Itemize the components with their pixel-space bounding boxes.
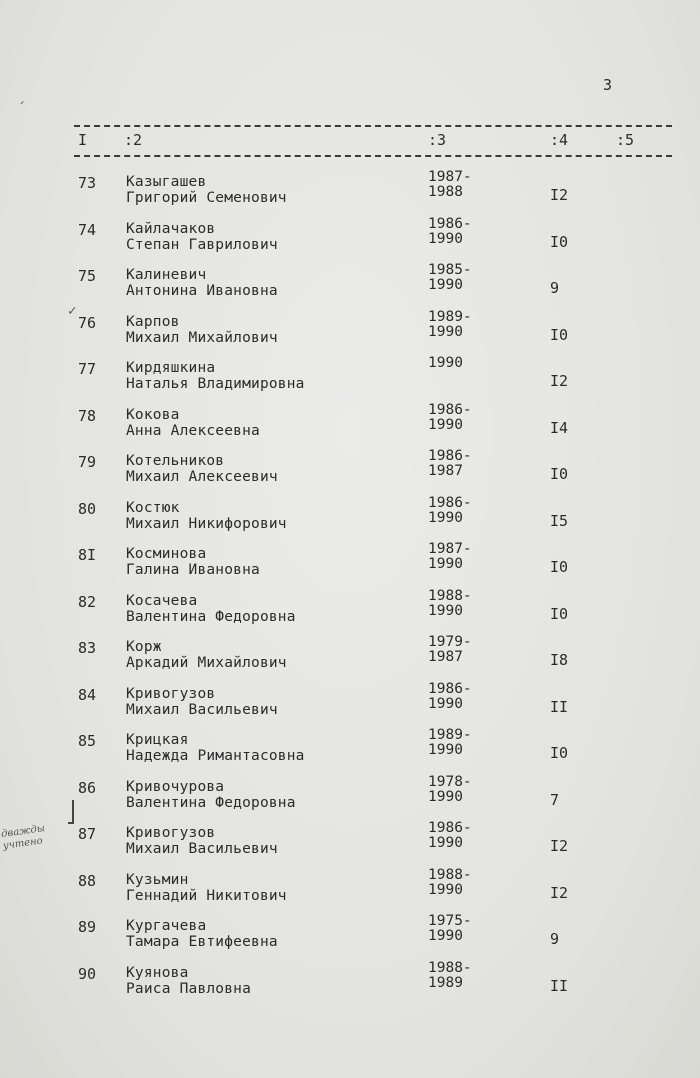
quantity: I0 <box>550 604 569 623</box>
given-names: Галина Ивановна <box>126 562 260 578</box>
row-number: 90 <box>78 964 97 983</box>
column-header-4: :4 <box>550 131 569 149</box>
year-end: 1990 <box>428 602 463 619</box>
page-number: 3 <box>603 76 613 94</box>
year-end: 1990 <box>428 788 463 805</box>
row-number: 74 <box>78 220 97 239</box>
given-names: Степан Гаврилович <box>126 236 278 253</box>
quantity: I2 <box>550 372 569 390</box>
quantity: 9 <box>550 930 560 948</box>
given-names: Анна Алексеевна <box>126 422 260 439</box>
column-header-1: I <box>78 131 88 149</box>
year-start: 1987- <box>428 169 472 185</box>
years-range <box>428 356 463 371</box>
years-range <box>428 914 472 944</box>
year-start: 1979- <box>428 634 472 650</box>
years-range <box>428 263 472 293</box>
person-name <box>126 174 287 206</box>
given-names: Михаил Никифорович <box>126 515 287 532</box>
year-start: 1990 <box>428 355 463 371</box>
surname: Кривочурова <box>126 778 225 795</box>
quantity: 7 <box>550 790 560 809</box>
year-end: 1990 <box>428 230 463 247</box>
year-start: 1986- <box>428 494 472 511</box>
row-number: 79 <box>78 453 97 471</box>
table-row <box>0 635 700 681</box>
table-row <box>0 542 700 588</box>
column-header-2: :2 <box>124 131 143 149</box>
year-start: 1988- <box>428 959 472 976</box>
table-row <box>0 821 700 867</box>
check-mark-icon: ✓ <box>68 303 77 319</box>
year-end: 1990 <box>428 881 463 898</box>
given-names: Надежда Римантасовна <box>126 748 305 764</box>
years-range <box>428 589 472 619</box>
surname: Кайлачаков <box>126 220 216 237</box>
person-name <box>126 732 305 764</box>
table-row <box>0 868 700 914</box>
surname: Костюк <box>126 499 180 516</box>
row-number: 76 <box>78 313 97 332</box>
quantity: I2 <box>550 883 569 902</box>
years-range <box>428 682 472 712</box>
pencil-mark-icon: ˏ <box>18 88 27 104</box>
row-number: 87 <box>78 825 97 843</box>
year-start: 1989- <box>428 727 472 743</box>
margin-note-line-2: учтено <box>2 835 44 852</box>
quantity: I0 <box>550 325 569 344</box>
table-row <box>0 310 700 356</box>
year-end: 1990 <box>428 323 463 340</box>
given-names: Михаил Васильевич <box>126 841 278 857</box>
surname: Крицкая <box>126 732 189 748</box>
person-name <box>126 500 287 532</box>
years-range <box>428 728 472 758</box>
row-number: 80 <box>78 499 97 518</box>
surname: Кирдяшкина <box>126 360 216 376</box>
year-end: 1987 <box>428 649 463 665</box>
quantity: I2 <box>550 186 569 204</box>
person-name <box>126 593 296 625</box>
row-number: 78 <box>78 406 97 425</box>
quantity: II <box>550 697 569 716</box>
row-number: 84 <box>78 685 97 704</box>
row-number: 89 <box>78 918 97 936</box>
column-header-5: :5 <box>616 131 635 149</box>
year-start: 1986- <box>428 448 472 464</box>
margin-note-line-1: дважды <box>0 823 46 841</box>
given-names: Антонина Ивановна <box>126 283 278 299</box>
quantity: I8 <box>550 651 569 669</box>
year-start: 1985- <box>428 262 472 278</box>
table-row <box>0 449 700 495</box>
person-name <box>126 453 278 485</box>
table-row <box>0 217 700 263</box>
column-header-3: :3 <box>428 131 447 149</box>
quantity: 9 <box>550 279 560 297</box>
quantity: II <box>550 976 569 995</box>
person-name <box>126 314 278 346</box>
given-names: Наталья Владимировна <box>126 376 305 392</box>
year-start: 1988- <box>428 866 472 883</box>
person-name <box>126 639 287 671</box>
year-end: 1990 <box>428 416 463 433</box>
table-row <box>0 728 700 774</box>
year-end: 1988 <box>428 184 463 200</box>
year-end: 1990 <box>428 509 463 526</box>
table-row <box>0 589 700 635</box>
surname: Корж <box>126 639 162 655</box>
year-end: 1990 <box>428 928 463 944</box>
year-end: 1990 <box>428 835 463 851</box>
table-row <box>0 263 700 309</box>
table-row <box>0 961 700 1007</box>
given-names: Михаил Михайлович <box>126 329 278 346</box>
row-number: 77 <box>78 360 97 378</box>
surname: Калиневич <box>126 267 207 283</box>
person-name <box>126 779 296 811</box>
years-range <box>428 496 472 526</box>
person-name <box>126 221 278 253</box>
year-end: 1990 <box>428 556 463 572</box>
row-number: 82 <box>78 592 97 611</box>
given-names: Валентина Федоровна <box>126 608 296 625</box>
year-start: 1988- <box>428 587 472 604</box>
surname: Кривогузов <box>126 685 216 702</box>
table-row <box>0 496 700 542</box>
table-row <box>0 170 700 216</box>
person-name <box>126 872 287 904</box>
given-names: Григорий Семенович <box>126 190 287 206</box>
years-range <box>428 821 472 851</box>
person-name <box>126 825 278 857</box>
surname: Куянова <box>126 964 189 981</box>
given-names: Валентина Федоровна <box>126 794 296 811</box>
person-name <box>126 546 260 578</box>
person-name <box>126 686 278 718</box>
person-name <box>126 360 305 392</box>
year-start: 1975- <box>428 913 472 929</box>
years-range <box>428 868 472 898</box>
person-name <box>126 267 278 299</box>
year-end: 1990 <box>428 695 463 712</box>
years-range <box>428 449 472 479</box>
year-end: 1990 <box>428 742 463 758</box>
surname: Кузьмин <box>126 871 189 888</box>
year-start: 1989- <box>428 308 472 325</box>
header-rule-top <box>74 125 672 127</box>
years-range <box>428 635 472 665</box>
person-name <box>126 407 260 439</box>
year-end: 1990 <box>428 277 463 293</box>
table-row <box>0 682 700 728</box>
table-row <box>0 356 700 402</box>
year-start: 1978- <box>428 773 472 790</box>
years-range <box>428 170 472 200</box>
quantity: I0 <box>550 744 569 762</box>
year-start: 1987- <box>428 541 472 557</box>
person-name <box>126 965 251 997</box>
table-row <box>0 914 700 960</box>
years-range <box>428 775 472 805</box>
quantity: I0 <box>550 465 569 483</box>
surname: Кургачева <box>126 918 207 934</box>
years-range <box>428 217 472 247</box>
table-row <box>0 775 700 821</box>
year-end: 1989 <box>428 974 463 991</box>
row-number: 85 <box>78 732 97 750</box>
person-name <box>126 918 278 950</box>
header-rule-bottom <box>74 155 672 157</box>
row-number: 86 <box>78 778 97 797</box>
row-number: 8I <box>78 546 97 564</box>
given-names: Михаил Васильевич <box>126 701 278 718</box>
surname: Кокова <box>126 406 180 423</box>
quantity: I2 <box>550 837 569 855</box>
surname: Косачева <box>126 592 198 609</box>
margin-bracket <box>68 800 74 824</box>
surname: Карпов <box>126 313 180 330</box>
year-end: 1987 <box>428 463 463 479</box>
quantity: I0 <box>550 232 569 251</box>
given-names: Аркадий Михайлович <box>126 655 287 671</box>
given-names: Тамара Евтифеевна <box>126 934 278 950</box>
year-start: 1986- <box>428 401 472 418</box>
year-start: 1986- <box>428 680 472 697</box>
quantity: I4 <box>550 418 569 437</box>
years-range <box>428 403 472 433</box>
given-names: Михаил Алексеевич <box>126 469 278 485</box>
given-names: Геннадий Никитович <box>126 887 287 904</box>
row-number: 83 <box>78 639 97 657</box>
row-number: 75 <box>78 267 97 285</box>
surname: Кривогузов <box>126 825 216 841</box>
year-start: 1986- <box>428 820 472 836</box>
years-range <box>428 961 472 991</box>
year-start: 1986- <box>428 215 472 232</box>
row-number: 88 <box>78 871 97 890</box>
years-range <box>428 310 472 340</box>
years-range <box>428 542 472 572</box>
surname: Косминова <box>126 546 207 562</box>
surname: Котельников <box>126 453 225 469</box>
surname: Казыгашев <box>126 174 207 190</box>
table-row <box>0 403 700 449</box>
given-names: Раиса Павловна <box>126 980 252 997</box>
row-number: 73 <box>78 174 97 192</box>
quantity: I5 <box>550 511 569 530</box>
quantity: I0 <box>550 558 569 576</box>
